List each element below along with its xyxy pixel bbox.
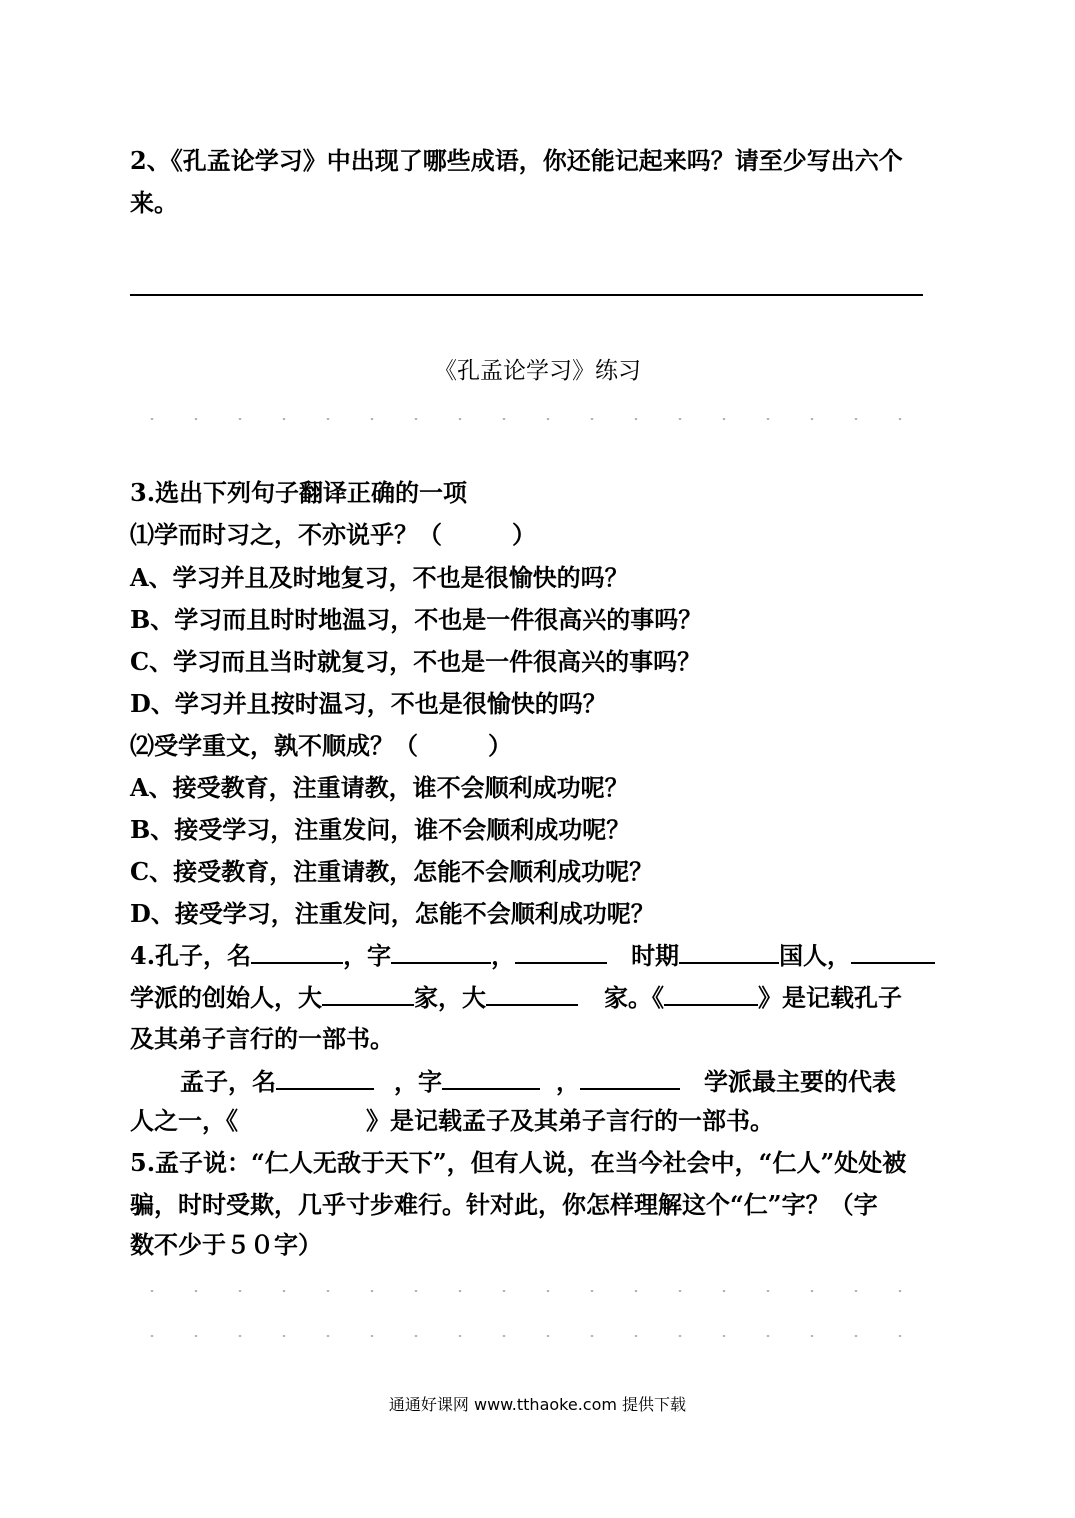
fill-blank[interactable] [442,1066,540,1090]
question-4-line-2 [130,982,902,1013]
sentence-1-stem: ⑴学而时习之，不亦说乎？（ [130,520,442,549]
question-4-line-3: 及其弟子言行的一部书。 [130,1024,394,1053]
q4-text: 人之一，《 [130,1106,238,1135]
question-2-line-2: 来。 [130,188,178,217]
question-3-sentence-2 [130,731,512,761]
q4-text: 》是记载孔子 [758,983,902,1012]
dotted-separator [130,1335,930,1337]
fill-blank[interactable] [486,982,578,1006]
q4-text: 学派最主要的代表 [704,1067,896,1096]
question-4-line-1 [130,940,935,971]
q4-text: 孟子，名 [180,1067,276,1096]
fill-blank[interactable] [679,940,779,964]
option-1d: D、学习并且按时温习，不也是很愉快的吗？ [130,689,607,718]
q4-text: 4.孔子，名 [130,941,252,970]
option-2c: C、接受教育，注重请教，怎能不会顺利成功呢？ [130,857,654,886]
question-5-line-1: 5.孟子说：“仁人无敌于天下”，但有人说，在当今社会中，“仁人”处处被 [130,1148,907,1177]
answer-line [130,294,923,296]
question-3-heading: 3.选出下列句子翻译正确的一项 [130,478,468,507]
fill-blank[interactable] [664,982,758,1006]
dotted-separator [130,418,930,420]
q4-text: ， [556,1067,580,1096]
footer-source: 通通好课网 www.tthaoke.com 提供下载 [388,1395,687,1414]
fill-blank[interactable] [251,940,343,964]
fill-blank[interactable] [391,940,491,964]
fill-blank[interactable] [276,1066,374,1090]
q4-text: 》是记载孟子及其弟子言行的一部书。 [366,1106,774,1135]
fill-blank[interactable] [322,982,414,1006]
option-2a: A、接受教育，注重请教，谁不会顺利成功呢？ [130,773,629,802]
q4-text: ， [491,941,516,970]
option-1a: A、学习并且及时地复习，不也是很愉快的吗？ [130,563,629,592]
q4-text: ，字 [394,1067,442,1096]
sentence-1-close: ） [512,520,536,549]
question-4-line-4 [180,1066,896,1097]
q4-text: 家。《 [604,983,664,1012]
question-5-line-3: 数不少于５０字） [130,1230,322,1259]
dotted-separator [130,1290,930,1292]
option-2d: D、接受学习，注重发问，怎能不会顺利成功呢？ [130,899,655,928]
sentence-2-close: ） [488,731,512,760]
sentence-2-stem: ⑵受学重文，孰不顺成？（ [130,731,418,760]
q4-text: ，字 [343,941,392,970]
question-5-line-2: 骗，时时受欺，几乎寸步难行。针对此，你怎样理解这个“仁”字？（字 [130,1190,878,1219]
option-2b: B、接受学习，注重发问，谁不会顺利成功呢？ [130,815,631,844]
page-title: 《孔孟论学习》练习 [434,358,641,384]
question-3-sentence-1 [130,520,536,550]
q4-text: 时期 [631,941,680,970]
fill-blank[interactable] [851,940,935,964]
q4-text: 学派的创始人，大 [130,983,322,1012]
q4-text: 国人， [779,941,852,970]
question-4-line-5 [130,1106,774,1136]
q4-text: 家，大 [414,983,486,1012]
fill-blank[interactable] [515,940,607,964]
fill-blank[interactable] [580,1066,680,1090]
question-2-line-1: 2、《孔孟论学习》中出现了哪些成语，你还能记起来吗？请至少写出六个 [130,146,903,175]
option-1c: C、学习而且当时就复习，不也是一件很高兴的事吗？ [130,647,702,676]
option-1b: B、学习而且时时地温习，不也是一件很高兴的事吗？ [130,605,703,634]
